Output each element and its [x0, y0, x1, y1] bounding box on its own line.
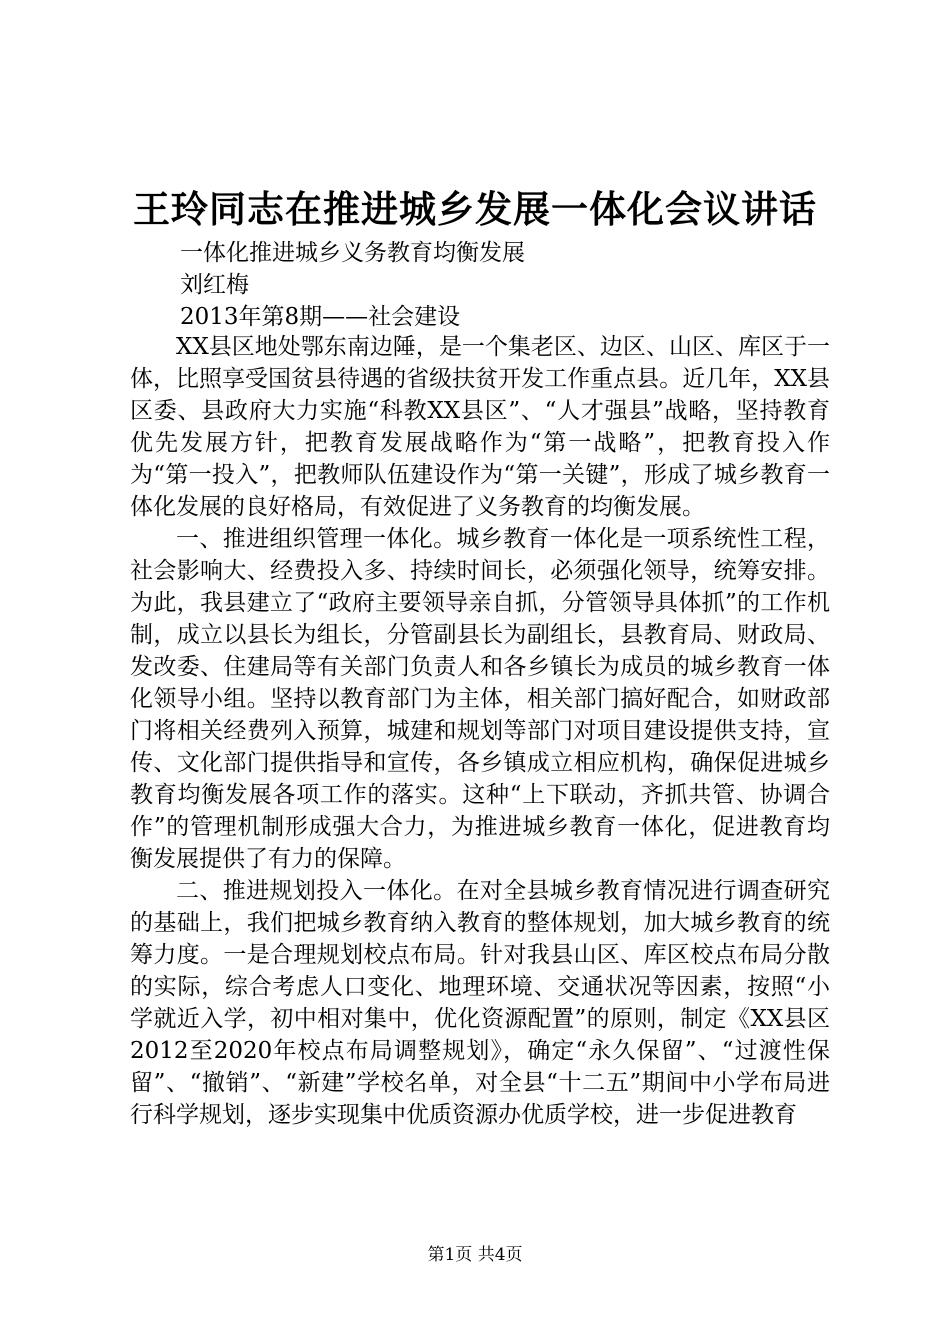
paragraph-organization: 一、推进组织管理一体化。城乡教育一体化是一项系统性工程，社会影响大、经费投入多、持续时间长，必须强化领导，统筹安排。为此，我县建立了“政府主要领导亲自抓，分管领导具体抓”的工作机制，成立以县长为组长，分管副县长为副组长，县教育局、财政局、发改委、住建局等有关部门负责人和各乡镇长为成员的城乡教育一体化领导小组。坚持以教育部门为主体，相关部门搞好配合，如财政部门将相关经费列入预算，城建和规划等部门对项目建设提供支持，宣传、文化部门提供指导和宣传，各乡镇成立相应机构，确保促进城乡教育均衡发展各项工作的落实。这种“上下联动，齐抓共管、协调合作”的管理机制形成强大合力，为推进城乡教育一体化，促进教育均衡发展提供了有力的保障。	[130, 526, 830, 872]
paragraph-planning: 二、推进规划投入一体化。在对全县城乡教育情况进行调查研究的基础上，我们把城乡教育纳入教育的整体规划，加大城乡教育的统筹力度。一是合理规划校点布局。针对我县山区、库区校点布局分散的实际，综合考虑人口变化、地理环境、交通状况等因素，按照“小学就近入学，初中相对集中，优化资源配置”的原则，制定《XX县区2012至2020年校点布局调整规划》，确定“永久保留”、“过渡性保留”、“撤销”、“新建”学校名单，对全县“十二五”期间中小学布局进行科学规划，逐步实现集中优质资源办优质学校，进一步促进教育	[130, 878, 830, 1128]
paragraph-intro: XX县区地处鄂东南边陲，是一个集老区、边区、山区、库区于一体，比照享受国贫县待遇的省级扶贫开发工作重点县。近几年，XX县区委、县政府大力实施“科教XX县区”、“人才强县”战略，坚持教育优先发展方针，把教育发展战略作为“第一战略”，把教育投入作为“第一投入”，把教师队伍建设作为“第一关键”，形成了城乡教育一体化发展的良好格局，有效促进了义务教育的均衡发展。	[130, 334, 830, 520]
document-issue: 2013年第8期——社会建设	[180, 304, 461, 330]
document-body	[130, 331, 830, 1131]
page-footer: 第1页 共4页	[427, 1245, 523, 1265]
document-author: 刘红梅	[180, 272, 249, 298]
document-title: 王玲同志在推进城乡发展一体化会议讲话	[133, 187, 817, 231]
document-subtitle: 一体化推进城乡义务教育均衡发展	[180, 240, 525, 266]
